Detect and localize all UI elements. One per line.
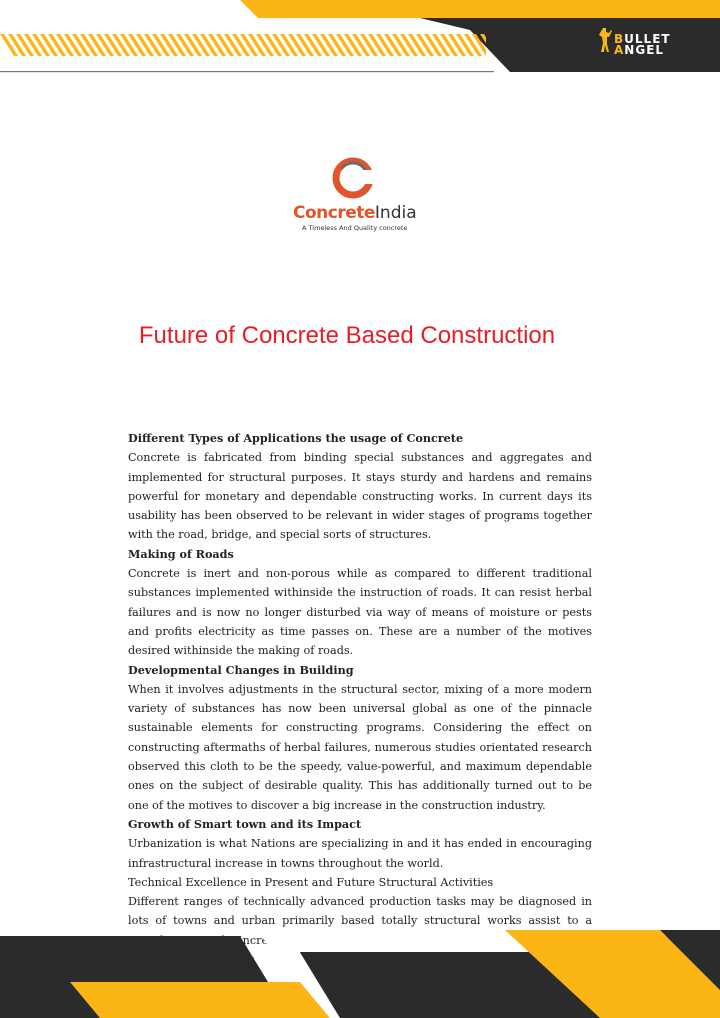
brand-line-1: ULLET xyxy=(624,32,671,46)
section-heading-smart-town: Growth of Smart town and its Impact xyxy=(128,816,362,831)
page-title: Future of Concrete Based Construction xyxy=(138,322,556,349)
footer-graphic xyxy=(0,930,720,1018)
section-heading-roads: Making of Roads xyxy=(128,546,234,561)
section-body-building: When it involves adjustments in the structural sector, mixing of a more modern variety of substances has now been universal global as one of the pinnacle sustainable elements for constructing programs. Considering the effect on constructing aftermaths of herbal failures, numerous studies orientated research observed this cloth to be the speedy, value-powerful, and maximum dependable ones on the subject of desirable quality. This has additionally turned out to be one of the motives to discover a big increase in the construction industry. xyxy=(128,682,592,812)
brand-initial-a: A xyxy=(614,43,625,57)
logo-tagline: A Timeless And Quality concrete xyxy=(302,224,408,232)
section-heading-applications: Different Types of Applications the usage of Concrete xyxy=(128,431,464,445)
brand-line-2: NGEL xyxy=(624,43,665,57)
concrete-india-logo xyxy=(280,150,440,240)
article-body xyxy=(128,429,592,969)
bullet-angel-logo xyxy=(596,26,688,62)
logo-wordmark xyxy=(293,203,417,223)
logo-word-concrete: Concrete xyxy=(293,203,375,223)
warrior-figure-icon xyxy=(596,26,614,62)
page-footer xyxy=(0,930,720,1018)
logo-word-india: India xyxy=(374,203,417,223)
section-heading-technical: Technical Excellence in Present and Future Structural Activities xyxy=(128,875,494,889)
section-body-technical: Different ranges of technically advanced production tasks may be diagnosed in lots of towns and urban primarily based totally structural works assist to a increase xyxy=(128,895,592,947)
page-header xyxy=(0,0,720,80)
brand-initial-b: B xyxy=(614,32,625,46)
logo-ring-icon xyxy=(280,150,440,206)
section-heading-building: Developmental Changes in Building xyxy=(128,662,354,677)
section-body-applications: Concrete is fabricated from binding special substances and aggregates and implemented for structural purposes. It stays sturdy and hardens and remains powerful for monetary and dependable constructing works. In current days its usability has been observed to be relevant in wider stages of programs together with the road, bridge, and special sorts of structures. xyxy=(128,451,592,542)
section-body-smart-town: Urbanization is what Nations are specializing in and it has ended in encouraging infrastructural increase in towns throughout the world. xyxy=(128,837,592,870)
section-body-roads: Concrete is inert and non-porous while as compared to different traditional substances implemented withinside the instruction of roads. It can resist herbal failures and is now no longer disturbed via way of means of moisture or pests and profits electricity as time passes on. These are a number of the motives desired withinside the making of roads. xyxy=(128,567,592,658)
